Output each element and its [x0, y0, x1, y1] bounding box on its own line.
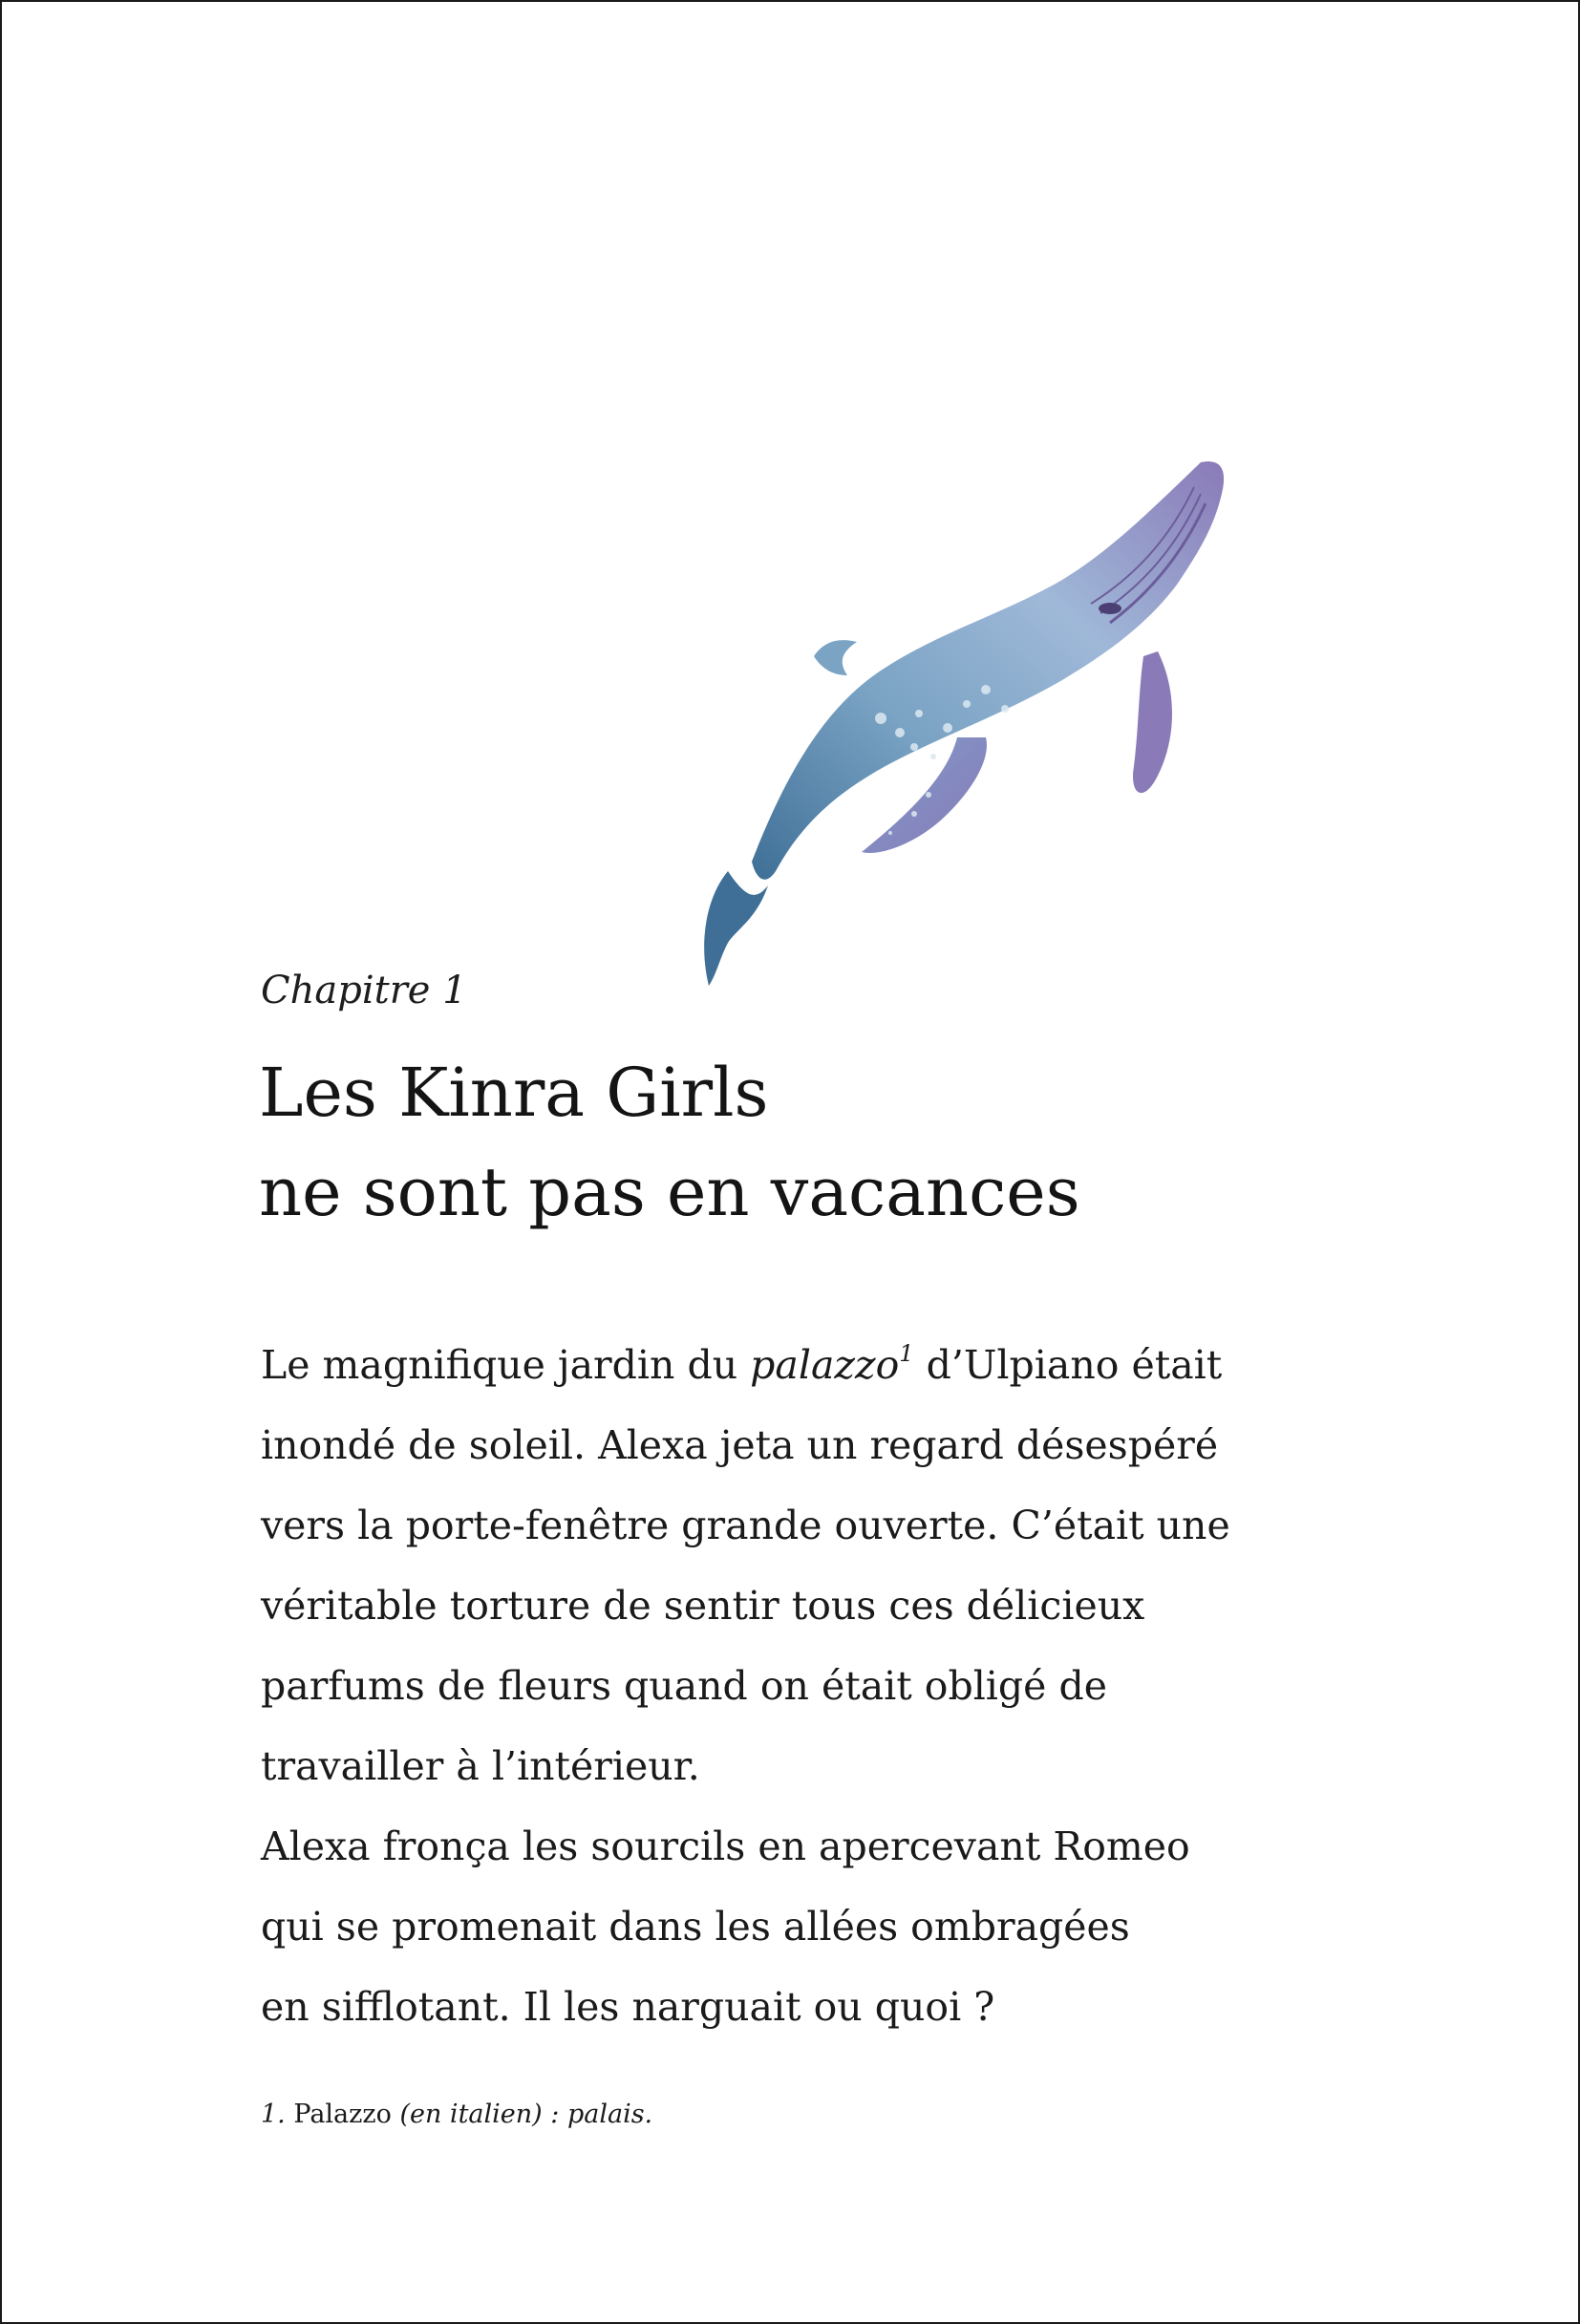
body-line: travailler à l’intérieur.	[261, 1743, 700, 1789]
body-line: Alexa fronça les sourcils en apercevant Romeo	[261, 1823, 1190, 1869]
footnote-term: Palazzo	[293, 2100, 392, 2129]
body-text-segment: d’Ulpiano était	[913, 1342, 1223, 1388]
footnote-number: 1.	[261, 2100, 286, 2129]
chapter-title-line-2: ne sont pas en vacances	[259, 1153, 1080, 1231]
body-line: inondé de soleil. Alexa jeta un regard désespéré	[261, 1422, 1219, 1468]
chapter-title	[259, 1043, 1080, 1242]
body-paragraph	[261, 1325, 1230, 2047]
body-line: parfums de fleurs quand on était obligé de	[261, 1663, 1107, 1709]
chapter-label: Chapitre 1	[261, 969, 467, 1013]
footnote-marker: 1	[899, 1340, 914, 1367]
whale-illustration	[661, 451, 1272, 1014]
italic-term: palazzo	[750, 1342, 900, 1388]
body-line: en sifflotant. Il les narguait ou quoi ?	[261, 1984, 995, 2030]
footnote	[261, 2100, 652, 2129]
chapter-title-line-1: Les Kinra Girls	[259, 1054, 769, 1132]
body-line	[261, 1325, 1230, 1405]
body-line: qui se promenait dans les allées ombragées	[261, 1904, 1130, 1950]
footnote-text: (en italien) : palais.	[399, 2100, 653, 2129]
body-text-segment: Le magnifique jardin du	[261, 1342, 751, 1388]
body-line: vers la porte-fenêtre grande ouverte. C’était une	[261, 1503, 1230, 1548]
body-line: véritable torture de sentir tous ces délicieux	[261, 1583, 1145, 1629]
